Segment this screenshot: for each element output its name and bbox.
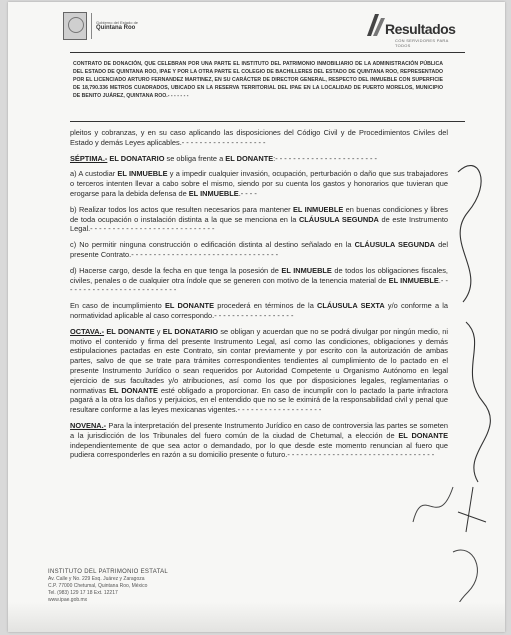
contract-body <box>70 128 448 466</box>
item-b-end: de este Instrumento Legal.- - - - - - - - - - - - - - - - - - - - - - - - - - - - <box>70 214 449 234</box>
octava-party1: EL DONANTE <box>104 326 155 336</box>
inline-signature <box>408 472 458 532</box>
item-d-end: .- - - - - - - - - - - - - - - - - - - - - - - - - - <box>70 275 449 295</box>
item-c-text: c) No permitir ninguna construcción o edificación distinta al destino señalado en la <box>70 240 355 250</box>
clause-novena <box>70 421 448 460</box>
incump-end: y/o conforme a la normatividad aplicable al caso correspondo.- - - - - - - - - - - - - - - - - - <box>70 301 449 320</box>
margin-signature <box>448 152 503 622</box>
item-b-term: EL INMUEBLE <box>292 204 344 214</box>
clause-novena-label: NOVENA.- <box>70 420 107 430</box>
clause-septima-party2: EL DONANTE <box>225 153 274 163</box>
clause-octava <box>70 327 448 415</box>
resultados-mark-icon <box>365 10 387 38</box>
gov-name: Quintana Roo <box>96 25 136 31</box>
logo-divider <box>91 13 92 39</box>
footer-phone: Tel. (983) 129 17 18 Ext. 12217 <box>48 590 118 596</box>
incump-text: En caso de incumplimiento <box>70 301 165 311</box>
footer-city: C.P. 77000 Chetumal, Quintana Roo, México <box>48 583 148 589</box>
novena-text: Para la interpretación del presente Instrumento Jurídico en caso de controversia las partes se someten a la jurisdicción de los Tribunales del fuero común de la ciudad de Chetumal, a elección de <box>70 420 448 440</box>
footer-title: INSTITUTO DEL PATRIMONIO ESTATAL <box>48 569 169 575</box>
state-seal-icon <box>63 12 87 40</box>
item-d-text: d) Hacerse cargo, desde la fecha en que tenga la posesión de <box>70 265 282 275</box>
incumplimiento-paragraph <box>70 301 448 321</box>
item-b-text: b) Realizar todos los actos que resulten necesarios para mantener <box>70 204 293 214</box>
footer-address: Av. Calle y No. 229 Esq. Juárez y Zaragoza <box>48 576 145 582</box>
novena-party: EL DONANTE <box>398 430 449 440</box>
clause-septima-dashes: :- - - - - - - - - - - - - - - - - - - - - - - <box>273 153 378 163</box>
item-a-term: EL INMUEBLE <box>117 169 168 179</box>
header-rule-bottom <box>70 121 465 122</box>
brand-tagline: CON SERVIDORES PARA TODOS <box>395 38 449 48</box>
novena-text2: independientemente de que sea actor o demandado, por lo que desde este momento renuncian al fuero que pudiera corresponderles en razón a su domicilio presente o futuro.- - - - - - - - - - - - - - - - - - - - - - - - - - - - - - - - - <box>70 440 448 460</box>
item-b <box>70 205 448 234</box>
item-a-term2: EL INMUEBLE <box>188 188 239 198</box>
incump-text2: procederá en términos de la <box>214 301 318 311</box>
item-a-end: .- - - - <box>238 188 257 198</box>
resultados-logo <box>365 8 460 48</box>
octava-and: y <box>154 326 163 336</box>
intro-paragraph: pleitos y cobranzas, y en su caso aplicando las disposiciones del Código Civil y de Procedimientos Civiles del Estado y demás Leyes aplicables.- - - - - - - - - - - - - - - - - - - <box>70 128 448 147</box>
incump-term: EL DONANTE <box>164 301 215 311</box>
item-d-text2: de todos los obligaciones fiscales, civiles, penales o de cualquier otra índole que se generen con motivo de la tenencia material de <box>70 265 448 285</box>
document-page <box>8 2 505 632</box>
item-d <box>70 266 448 295</box>
item-a-text: a) A custodiar <box>70 169 118 179</box>
item-c <box>70 240 448 260</box>
clause-septima <box>70 154 448 164</box>
government-logo <box>63 12 138 40</box>
footer-website: www.ipae.gob.mx <box>48 597 88 603</box>
item-c-end: del presente Contrato.- - - - - - - - - - - - - - - - - - - - - - - - - - - - - - - - - <box>70 240 448 259</box>
item-b-text2: en buenas condiciones y libres de toda ocupación o instalación distinta a la que se menciona en la <box>70 204 448 224</box>
item-d-term2: EL INMUEBLE <box>388 275 439 285</box>
clause-octava-label: OCTAVA.- <box>70 326 105 336</box>
octava-text: se obligan y acuerdan que no se podrá divulgar por ningún medio, ni motivo el contenido y firma del presente Instrumento Legal, así como las condiciones, obligaciones y demás estipulaciones pactadas en este Contrato, sin contar previamente y por escrito con la autorización de ambas partes, salvo de que se trate para trámites correspondientes tendientes al cumplimiento de lo pactado en el presente Instrumento Jurídico o sean requeridos por Autoridad Competente u Organismo Autónomo en legal ejercicio de sus facultades y/o atribuciones, así como los que por disposiciones legales, reglamentarias o normativas <box>70 326 448 395</box>
octava-text2: esté obligado a proporcionar. En caso de incumplir con lo pactado la parte infractora pagará a la otra los daños y perjuicios, en el entendido que no se le eximirá de la responsabilidad civil y penal que resultare conforme a las leyes mexicanas vigentes.- - - - - - - - - - - - - - - - - - - <box>70 385 449 415</box>
contract-caption: CONTRATO DE DONACIÓN, QUE CELEBRAN POR UNA PARTE EL INSTITUTO DEL PATRIMONIO INMOBILIARIO DE LA ADMINISTRACIÓN PÚBLICA DEL ESTADO DE QUINTANA ROO, IPAE Y POR LA OTRA PARTE EL COLEGIO DE BACHILLERES DEL ESTADO DE QUINTANA ROO, REPRESENTADO POR EL LICENCIADO ARTURO FERNANDEZ MARTINEZ, EN SU CARÁCTER DE DIRECTOR GENERAL, RESPECTO DEL INMUEBLE CON SUPERFICIE DE 18,790.336 METROS CUADRADOS, UBICADO EN LA RESERVA TERRITORIAL DEL IPAE EN LA LOCALIDAD DE PUERTO MORELOS, MUNICIPIO DE BENITO JUÁREZ, QUINTANA ROO.- - - - - - - <box>73 61 443 99</box>
octava-party2: EL DONATARIO <box>162 326 219 336</box>
institute-footer <box>48 569 168 604</box>
octava-party3: EL DONANTE <box>109 385 158 395</box>
item-a <box>70 169 448 198</box>
item-d-term: EL INMUEBLE <box>281 265 332 275</box>
clause-septima-label: SÉPTIMA.- <box>70 153 108 163</box>
gov-label: Gobierno del Estado de <box>96 20 139 25</box>
brand-name: Resultados <box>385 21 456 37</box>
item-a-text2: y a impedir cualquier invasión, ocupación, perturbación o daño que sus trabajadores o terceros intenten llevar a cabo sobre el mismo, siendo por su cuenta los gastos y honorarios que tuvieran que erogarse para la debida defensa de <box>70 169 448 198</box>
clause-septima-text: se obliga frente a <box>166 153 226 163</box>
header-rule-top <box>70 52 465 53</box>
item-c-term: CLÁUSULA SEGUNDA <box>354 240 436 250</box>
clause-septima-party: EL DONATARIO <box>107 153 167 163</box>
item-b-term2: CLÁUSULA SEGUNDA <box>298 214 379 224</box>
incump-term2: CLÁUSULA SEXTA <box>317 301 385 311</box>
page-bottom-shade <box>8 602 505 632</box>
